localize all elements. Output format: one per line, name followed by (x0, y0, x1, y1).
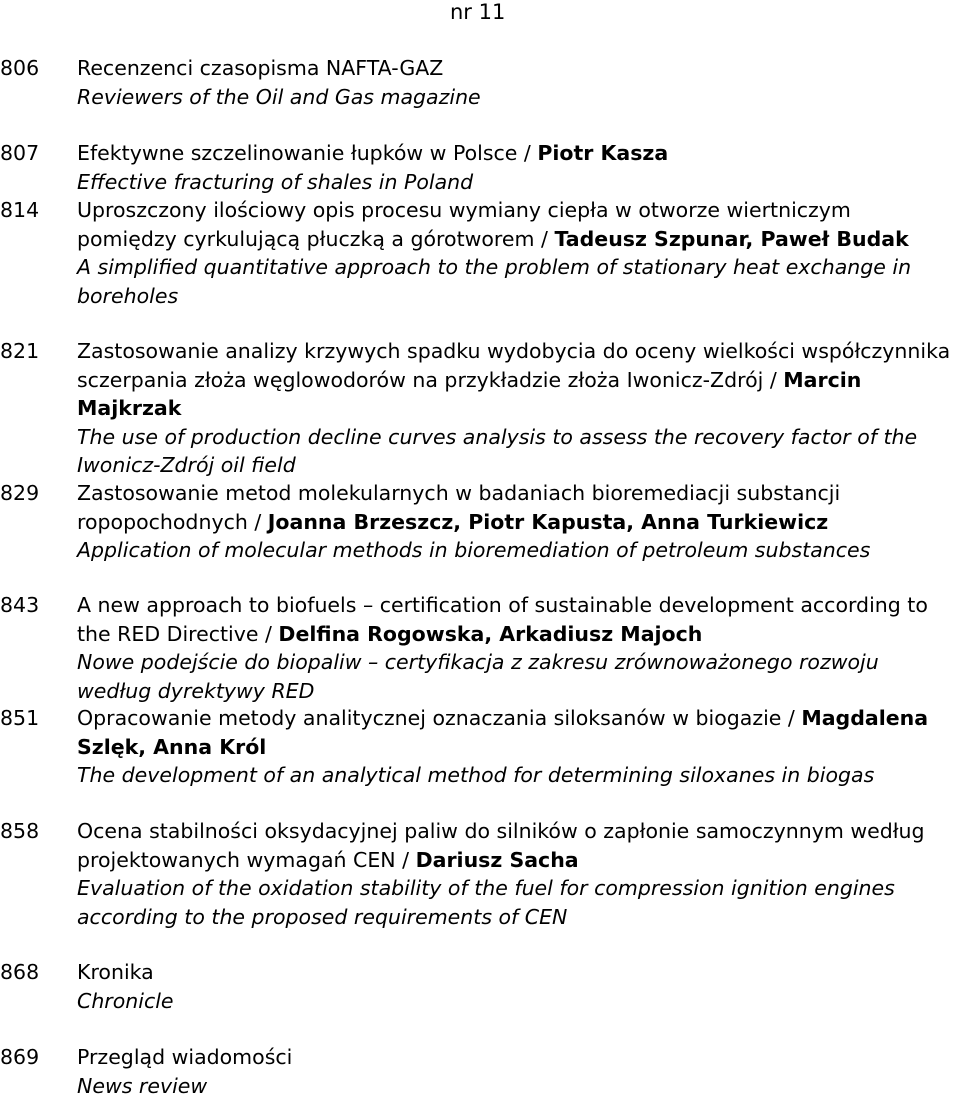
page-number: 868 (0, 958, 60, 987)
polish-title: Ocena stabilności oksydacyjnej paliw do silników o zapłonie samoczynnym według projektowanych wymagań CEN / (77, 819, 925, 872)
toc-entry (0, 479, 960, 565)
page-number: 814 (0, 196, 60, 225)
english-title: Application of molecular methods in bioremediation of petroleum substances (77, 536, 957, 565)
entry-authors: Tadeusz Szpunar, Paweł Budak (554, 227, 908, 251)
entry-authors: Delfina Rogowska, Arkadiusz Majoch (278, 622, 702, 646)
entry-authors: Joanna Brzeszcz, Piotr Kapusta, Anna Turkiewicz (268, 510, 828, 534)
english-title: Effective fracturing of shales in Poland (77, 168, 957, 197)
toc-entry (0, 139, 960, 196)
polish-title: Zastosowanie analizy krzywych spadku wydobycia do oceny wielkości współczynnika sczerpania złoża węglowodorów na przykładzie złoża Iwonicz-Zdrój / (77, 339, 950, 392)
page-number: 806 (0, 54, 60, 83)
english-title: Chronicle (77, 987, 957, 1016)
polish-title-line (77, 479, 957, 536)
entry-body (77, 958, 957, 1015)
entry-authors: Magdalena Szlęk, Anna Król (77, 706, 928, 759)
toc-entry (0, 817, 960, 931)
polish-title: Kronika (77, 960, 154, 984)
page-number: 851 (0, 704, 60, 733)
polish-title: Opracowanie metody analitycznej oznaczania siloksanów w biogazie / (77, 706, 801, 730)
polish-title-line (77, 139, 957, 168)
entry-body (77, 196, 957, 310)
page-number: 807 (0, 139, 60, 168)
entry-authors: Marcin Majkrzak (77, 368, 861, 421)
entry-body (77, 139, 957, 196)
entry-body (77, 54, 957, 111)
entry-body (77, 479, 957, 565)
english-title: A simplified quantitative approach to the problem of stationary heat exchange in boreholes (77, 253, 957, 310)
toc-entry (0, 196, 960, 310)
entry-body (77, 591, 957, 705)
toc-entry (0, 54, 960, 111)
polish-title-line (77, 958, 957, 987)
polish-title-line (77, 337, 957, 423)
polish-title: Uproszczony ilościowy opis procesu wymiany ciepła w otworze wiertniczym pomiędzy cyrkulującą płuczką a górotworem / (77, 198, 851, 251)
entry-body (77, 704, 957, 790)
polish-title: Przegląd wiadomości (77, 1045, 292, 1069)
polish-title: Zastosowanie metod molekularnych w badaniach bioremediacji substancji ropopochodnych / (77, 481, 840, 534)
english-title: The use of production decline curves analysis to assess the recovery factor of the Iwonicz-Zdrój oil field (77, 423, 957, 480)
english-title: Evaluation of the oxidation stability of the fuel for compression ignition engines according to the proposed requirements of CEN (77, 874, 957, 931)
toc-entry (0, 337, 960, 480)
page-number: 829 (0, 479, 60, 508)
entry-body (77, 817, 957, 931)
polish-title-line (77, 704, 957, 761)
polish-title-line (77, 1043, 957, 1072)
polish-title-line (77, 591, 957, 648)
english-title: The development of an analytical method for determining siloxanes in biogas (77, 761, 957, 790)
polish-title-line (77, 54, 957, 83)
issue-number: nr 11 (450, 0, 505, 26)
page-number: 858 (0, 817, 60, 846)
polish-title: A new approach to biofuels – certification of sustainable development according to the RED Directive / (77, 593, 928, 646)
entry-authors: Dariusz Sacha (416, 848, 579, 872)
page-number: 821 (0, 337, 60, 366)
english-title: Nowe podejście do biopaliw – certyfikacja z zakresu zrównoważonego rozwoju według dyrektywy RED (77, 648, 957, 705)
toc-entry (0, 958, 960, 1015)
polish-title: Efektywne szczelinowanie łupków w Polsce / (77, 141, 537, 165)
entry-body (77, 1043, 957, 1100)
polish-title: Recenzenci czasopisma NAFTA-GAZ (77, 56, 443, 80)
polish-title-line (77, 196, 957, 253)
polish-title-line (77, 817, 957, 874)
page-number: 843 (0, 591, 60, 620)
entry-body (77, 337, 957, 480)
entry-authors: Piotr Kasza (537, 141, 668, 165)
toc-entry (0, 591, 960, 705)
english-title: Reviewers of the Oil and Gas magazine (77, 83, 957, 112)
toc-entry (0, 1043, 960, 1100)
toc-entry (0, 704, 960, 790)
english-title: News review (77, 1072, 957, 1100)
page-number: 869 (0, 1043, 60, 1072)
